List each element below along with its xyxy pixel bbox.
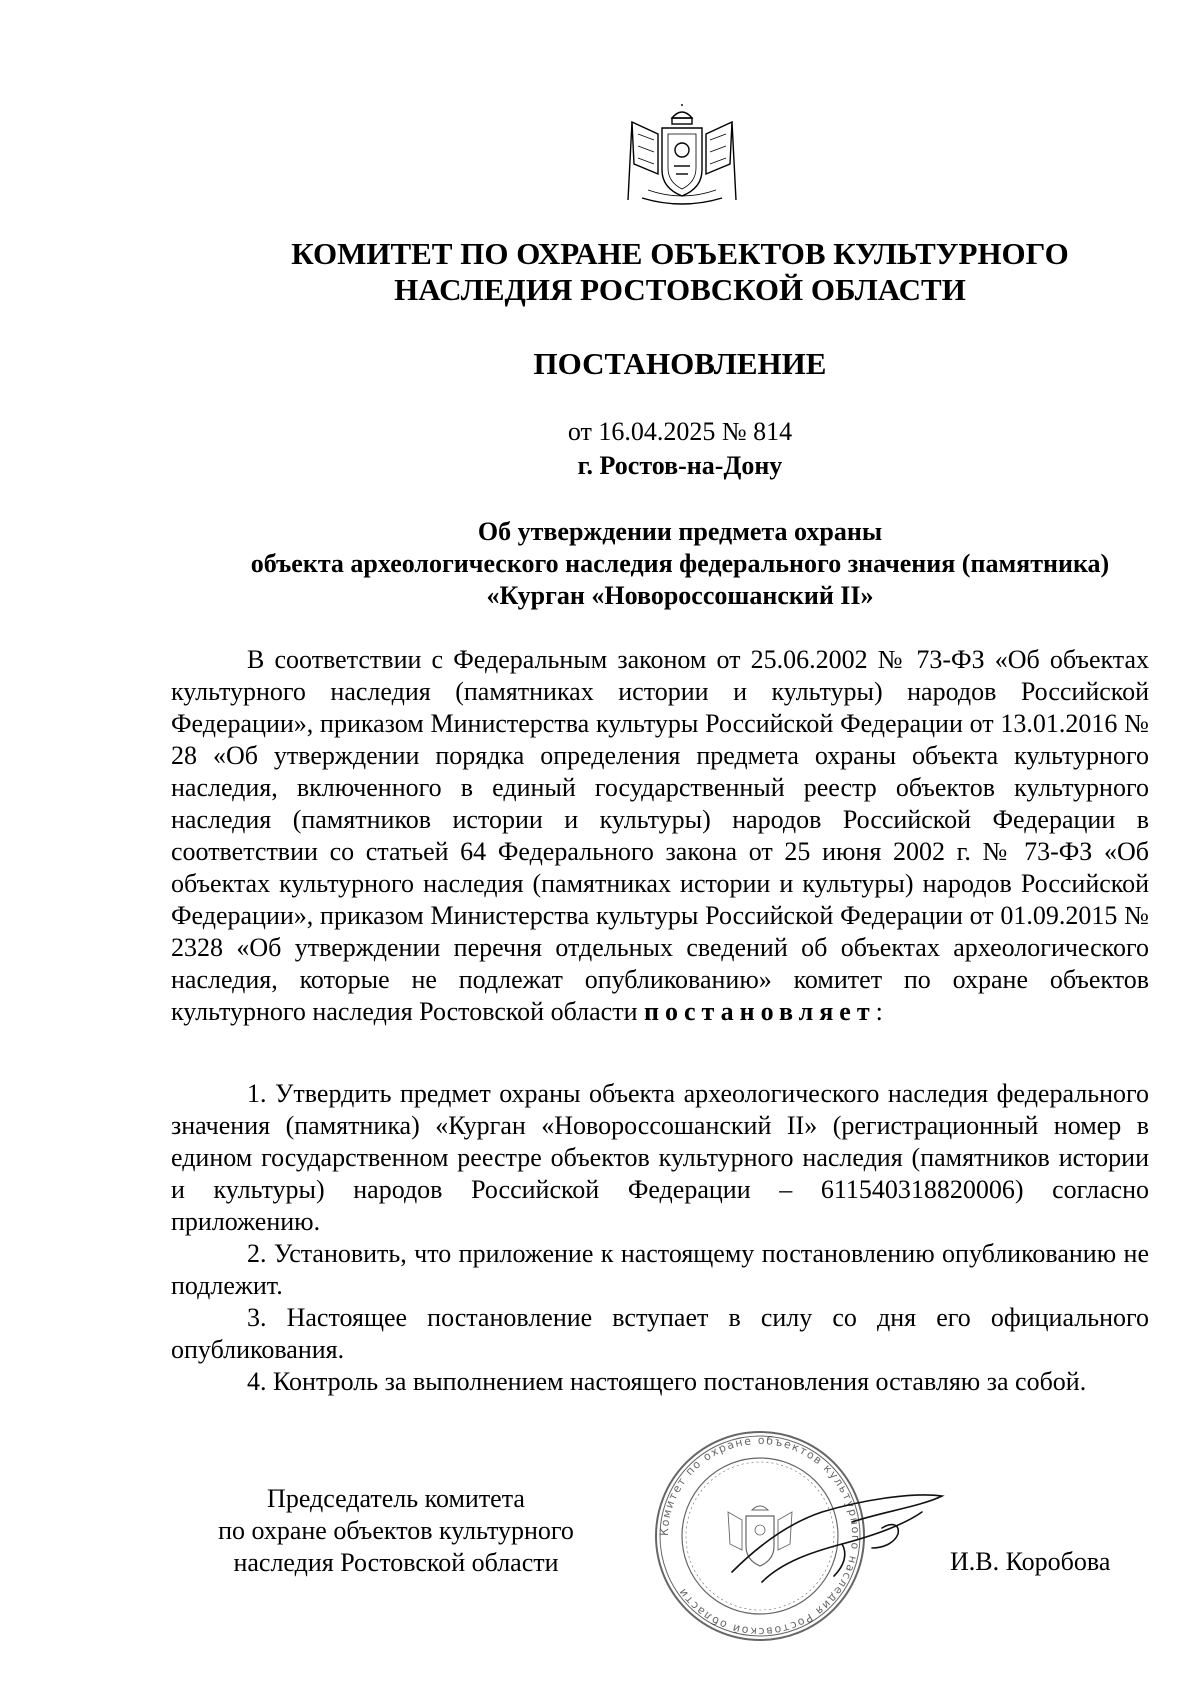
subject-line-1: Об утверждении предмета охраны	[477, 517, 883, 546]
resolution-item: 2. Установить, что приложение к настоящему постановлению опубликованию не подлежит.	[171, 1239, 1149, 1300]
signatory-title-line-2: по охране объектов культурного	[218, 1516, 574, 1545]
signatory-title-line-1: Председатель комитета	[267, 1484, 525, 1513]
signatory-title-line-3: наследия Ростовской области	[233, 1548, 559, 1577]
city: г. Ростов-на-Дону	[577, 451, 783, 480]
date-number: от 16.04.2025 № 814	[567, 417, 793, 446]
signatory-name: И.В. Коробова	[950, 1547, 1111, 1576]
coat-of-arms-icon	[618, 104, 746, 212]
subject-line-2: объекта археологического наследия федерального значения (памятника)	[250, 549, 1110, 578]
preamble-colon: :	[875, 997, 883, 1026]
resolution-item: 3. Настоящее постановление вступает в силу со дня его официального опубликования.	[171, 1303, 1149, 1364]
subject-line-3: «Курган «Новороссошанский II»	[486, 581, 874, 610]
resolution-item: 1. Утвердить предмет охраны объекта археологического наследия федерального значения (памятника) «Курган «Новороссошанский II» (регистрационный номер в едином государственном реестре объектов культурного наследия (памятников истории и культуры) народов Российской Федерации – 611540318820006) согласно приложению.	[171, 1079, 1149, 1236]
seal-text: Комитет по охране объектов культурного наследия Ростовской области	[657, 1433, 863, 1639]
organization-name	[160, 236, 1200, 308]
preamble-text: В соответствии с Федеральным законом от 25.06.2002 № 73-ФЗ «Об объектах культурного наследия (памятниках истории и культуры) народов Российской Федерации», приказом Министерства культуры Российской Федерации от 13.01.2016 № 28 «Об утверждении порядка определения предмета охраны объекта культурного наследия, включенного в единый государственный реестр объектов культурного наследия (памятников истории и культуры) народов Российской Федерации в соответствии со статьей 64 Федерального закона от 25 июня 2002 г. № 73-ФЗ «Об объектах культурного наследия (памятниках истории и культуры) народов Российской Федерации», приказом Министерства культуры Российской Федерации от 01.09.2015 № 2328 «Об утверждении перечня отдельных сведений об объектах археологического наследия, которые не подлежат опубликованию» комитет по охране объектов культурного наследия Ростовской области	[171, 645, 1149, 1026]
signatory-title	[186, 1483, 606, 1579]
organization-line-2: НАСЛЕДИЯ РОСТОВСКОЙ ОБЛАСТИ	[394, 272, 966, 307]
resolves-word: постановляет	[644, 997, 876, 1026]
organization-line-1: КОМИТЕТ ПО ОХРАНЕ ОБЪЕКТОВ КУЛЬТУРНОГО	[291, 236, 1069, 271]
document-type: ПОСТАНОВЛЕНИЕ	[533, 346, 827, 381]
document-subject	[160, 516, 1200, 612]
resolution-items	[171, 1078, 1149, 1398]
preamble-paragraph	[171, 644, 1149, 1028]
resolution-item: 4. Контроль за выполнением настоящего постановления оставляю за собой.	[247, 1367, 1087, 1396]
handwritten-signature-icon	[722, 1482, 952, 1602]
